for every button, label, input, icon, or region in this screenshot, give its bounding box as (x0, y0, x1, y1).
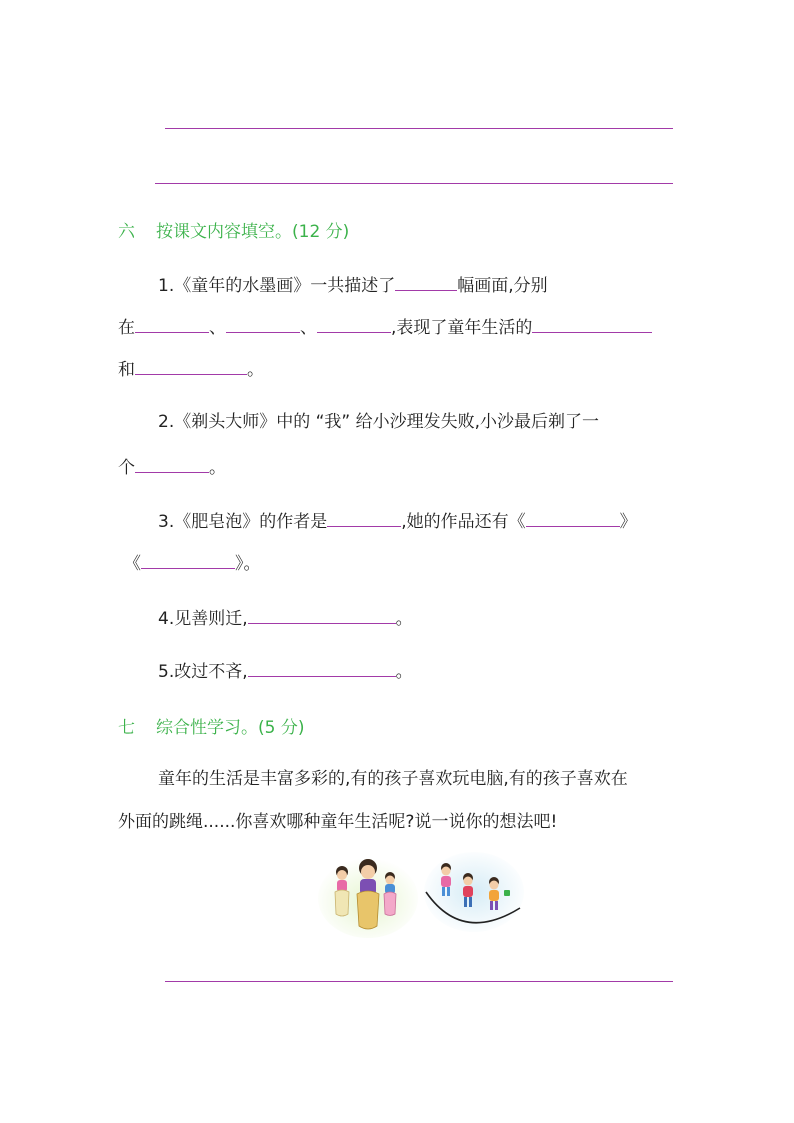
q5-blank[interactable] (248, 658, 396, 677)
q1-line-1: 1.《童年的水墨画》一共描述了 幅画面,分别 (158, 272, 548, 298)
q3-line-1: 3.《肥皂泡》的作者是 ,她的作品还有《 》 (158, 508, 637, 534)
q2-line-1: 2.《剃头大师》中的 “我” 给小沙理发失败,小沙最后剃了一 (158, 412, 600, 432)
answer-line-1[interactable] (165, 128, 673, 129)
q1-blank-scene-1[interactable] (135, 314, 209, 333)
section-7-title: 综合性学习。(5 分) (156, 718, 305, 738)
sack-race-illustration (316, 852, 420, 938)
q5-line: 5.改过不吝, 。 (158, 658, 413, 684)
section-6-number: 六 (118, 222, 135, 242)
jump-rope-illustration (422, 852, 526, 938)
q1-blank-scene-2[interactable] (226, 314, 300, 333)
q4-blank[interactable] (248, 605, 396, 624)
q3-blank-work-2[interactable] (141, 550, 235, 569)
q1-blank-count[interactable] (395, 272, 457, 291)
section-6-heading (118, 217, 349, 242)
section-6-title: 按课文内容填空。(12 分) (156, 222, 350, 242)
answer-line-2[interactable] (155, 183, 673, 184)
section-7-number: 七 (118, 718, 135, 738)
q1-blank-feature-2[interactable] (135, 356, 247, 375)
section-7-paragraph-line-2: 外面的跳绳......你喜欢哪种童年生活呢?说一说你的想法吧! (118, 812, 558, 832)
q1-line-3: 和 。 (118, 356, 264, 382)
q3-blank-author[interactable] (327, 508, 401, 527)
q1-blank-scene-3[interactable] (317, 314, 391, 333)
section-7-heading (118, 713, 304, 738)
illustrations (316, 852, 526, 938)
answer-line-3[interactable] (165, 981, 673, 982)
q4-line: 4.见善则迁, 。 (158, 605, 413, 631)
section-7-paragraph-line-1: 童年的生活是丰富多彩的,有的孩子喜欢玩电脑,有的孩子喜欢在 (158, 769, 628, 789)
q2-blank[interactable] (135, 454, 209, 473)
q3-blank-work-1[interactable] (526, 508, 620, 527)
q3-line-2: 《 》。 (124, 550, 261, 576)
q2-line-2: 个 。 (118, 454, 226, 480)
q1-line-2: 在 、 、 ,表现了童年生活的 (118, 314, 652, 340)
q1-blank-feature-1[interactable] (532, 314, 652, 333)
